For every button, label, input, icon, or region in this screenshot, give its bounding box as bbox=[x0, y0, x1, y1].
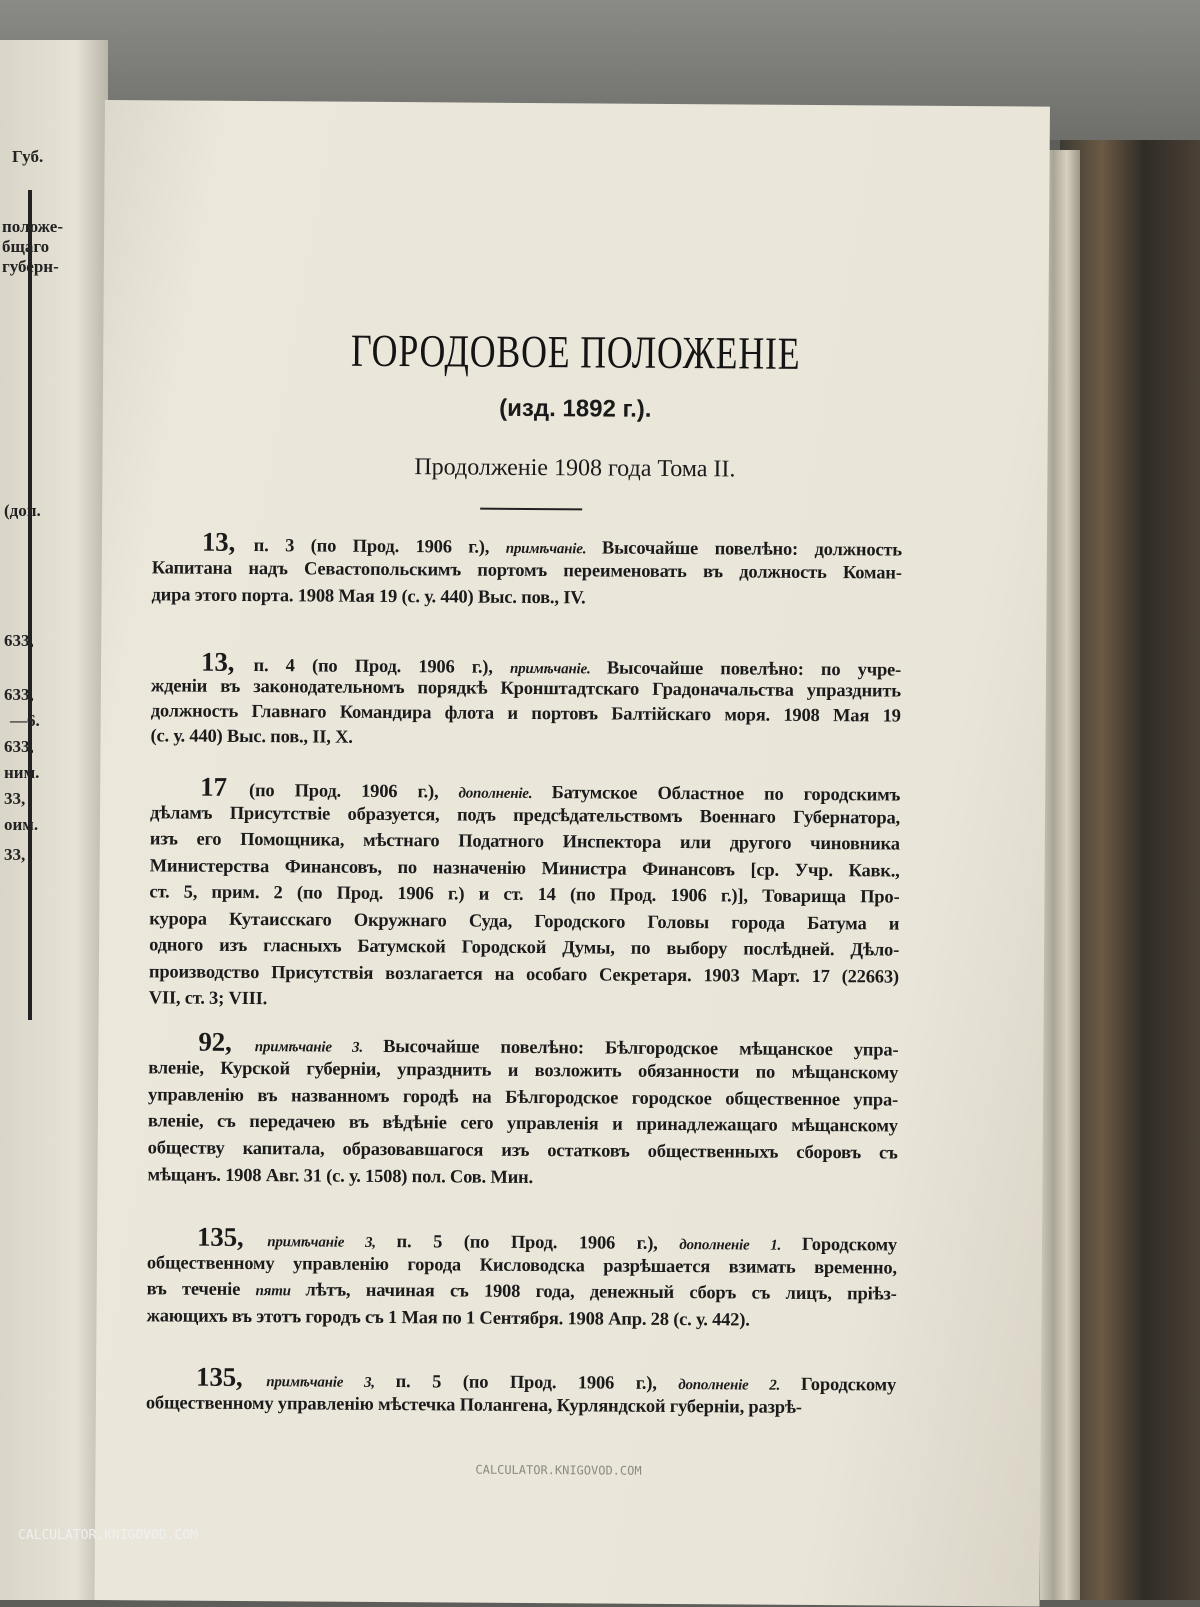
book-cover bbox=[1060, 140, 1200, 1600]
text-run: Высочайше повелѣно: Бѣлгородское мѣщанское упра- bbox=[383, 1036, 899, 1061]
text-line bbox=[152, 557, 902, 584]
page-title: ГОРОДОВОЕ ПОЛОЖЕНІЕ bbox=[350, 324, 801, 379]
left-page-fragment: положе- bbox=[2, 217, 63, 236]
text-run: лѣтъ, начиная съ 1908 года, денежный сборъ съ лицъ, пріѣз- bbox=[305, 1280, 897, 1305]
note-label: дополненіе 1. bbox=[679, 1237, 802, 1254]
left-page-fragment: губерн- bbox=[2, 257, 59, 276]
text-run: Высочайше повелѣно: по учре- bbox=[606, 658, 902, 681]
text-run: ст. 5, прим. 2 (по Прод. 1906 г.) и ст. 14 (по Прод. 1906 г.)], Товарища Про- bbox=[149, 882, 900, 908]
text-run: одного изъ гласныхъ Батумской Городской Думы, по выбору послѣдней. Дѣло- bbox=[149, 935, 900, 961]
text-run: общественному управленію мѣстечка Полангена, Курляндской губерніи, разрѣ- bbox=[145, 1393, 802, 1418]
text-run: Высочайше повелѣно: должность bbox=[601, 538, 902, 561]
text-run: должность Главнаго Командира флота и портовъ Балтійскаго моря. 1908 Мая 19 bbox=[150, 701, 901, 727]
left-page-rule bbox=[28, 190, 32, 1020]
text-line bbox=[149, 908, 899, 935]
text-run: п. 5 (по Прод. 1906 г.), bbox=[396, 1232, 680, 1255]
left-page bbox=[0, 40, 108, 1600]
text-line bbox=[201, 526, 902, 561]
text-line bbox=[147, 1252, 897, 1279]
note-label: дополненіе 2. bbox=[678, 1377, 801, 1394]
text-run: (по Прод. 1906 г.), bbox=[248, 781, 459, 803]
text-line bbox=[150, 855, 900, 882]
text-line bbox=[148, 1138, 898, 1165]
note-label: примѣчаніе. bbox=[509, 660, 607, 678]
text-line bbox=[149, 961, 899, 988]
continuation-heading: Продолженіе 1908 года Тома II. bbox=[414, 454, 736, 483]
article-number: 13, bbox=[201, 526, 254, 558]
text-run: изъ его Помощника, мѣстнаго Податного Инспектора или другого чиновника bbox=[149, 829, 900, 855]
text-run: управленію въ названномъ городѣ на Бѣлгородское городское общественное упра- bbox=[147, 1084, 899, 1111]
text-line bbox=[149, 987, 899, 1014]
text-line bbox=[146, 1392, 896, 1419]
text-line bbox=[149, 881, 899, 908]
text-line bbox=[151, 700, 901, 727]
text-line bbox=[151, 675, 901, 702]
left-page-fragment: Губ. bbox=[12, 147, 44, 166]
left-page-fragment: 633, bbox=[4, 737, 34, 756]
text-line bbox=[147, 1164, 897, 1191]
left-page-fragment: бщаго bbox=[2, 237, 50, 256]
text-run: мѣщанъ. 1908 Авг. 31 (с. у. 1508) пол. Сов. Мин. bbox=[147, 1165, 534, 1189]
text-run: вленіе, съ передачею въ вѣдѣніе сего управленія и принадлежащаго мѣщанскому bbox=[147, 1111, 898, 1137]
text-line bbox=[196, 1221, 898, 1256]
text-run: Городскому bbox=[801, 1234, 898, 1256]
article-number: 135, bbox=[195, 1361, 267, 1393]
text-line bbox=[198, 1026, 899, 1061]
left-page-fragment: ним. bbox=[4, 763, 40, 782]
text-run: VII, ст. 3; VIII. bbox=[148, 988, 268, 1010]
article-number: 92, bbox=[198, 1026, 255, 1058]
note-label: пяти bbox=[255, 1283, 306, 1300]
text-line bbox=[200, 646, 902, 681]
left-page-fragment: (доп. bbox=[4, 501, 41, 520]
text-line bbox=[150, 725, 900, 752]
text-run: Батумское Областное по городскимъ bbox=[551, 783, 901, 806]
text-line bbox=[150, 802, 900, 829]
left-page-fragment: —6. bbox=[10, 711, 40, 730]
text-line bbox=[200, 771, 901, 806]
text-run: дѣламъ Присутствіе образуется, подъ предсѣдательствомъ Военнаго Губернатора, bbox=[149, 802, 901, 829]
text-run: (с. у. 440) Выс. пов., II, X. bbox=[150, 726, 353, 748]
left-page-fragment: 33, bbox=[4, 789, 26, 808]
note-label: примѣчаніе 3, bbox=[267, 1234, 397, 1252]
text-run: дира этого порта. 1908 Мая 19 (с. у. 440) Выс. пов., IV. bbox=[151, 585, 586, 609]
text-line bbox=[148, 1084, 898, 1111]
left-page-fragment: оим. bbox=[4, 815, 39, 834]
edition-subtitle: (изд. 1892 г.). bbox=[499, 394, 652, 423]
text-run: п. 3 (по Прод. 1906 г.), bbox=[253, 536, 506, 558]
text-run: Капитана надъ Севастопольскимъ портомъ переименовать въ должность Коман- bbox=[151, 558, 902, 584]
text-line bbox=[150, 828, 900, 855]
text-run: общественному управленію города Кисловодска разрѣшается взимать временно, bbox=[146, 1252, 897, 1279]
text-run: вленіе, Курской губерніи, упразднить и возложить обязанности по мѣщанскому bbox=[148, 1058, 899, 1084]
note-label: примѣчаніе. bbox=[505, 540, 603, 558]
note-label: дополненіе. bbox=[458, 785, 552, 803]
article-number: 13, bbox=[200, 646, 254, 678]
text-line bbox=[195, 1361, 897, 1396]
left-page-fragment: 33, bbox=[4, 845, 26, 864]
text-line bbox=[149, 934, 899, 961]
left-page-fragment: 633, bbox=[4, 685, 34, 704]
left-page-fragment: 633, bbox=[4, 631, 34, 650]
article-number: 135, bbox=[196, 1221, 268, 1253]
text-run: жденіи въ законодательномъ порядкѣ Кронштадтскаго Градоначальства упразднить bbox=[150, 676, 901, 702]
text-line bbox=[148, 1057, 898, 1084]
site-watermark: CALCULATOR.KNIGOVOD.COM bbox=[18, 1528, 199, 1543]
text-run: въ теченіе bbox=[146, 1279, 256, 1301]
watermark: CALCULATOR.KNIGOVOD.COM bbox=[475, 1462, 642, 1478]
text-line bbox=[151, 584, 901, 611]
text-line bbox=[148, 1111, 898, 1138]
text-run: производство Присутствія возлагается на особаго Секретаря. 1903 Март. 17 (22663) bbox=[148, 961, 899, 988]
note-label: примѣчаніе 3. bbox=[254, 1039, 384, 1056]
right-page bbox=[95, 100, 1050, 1607]
text-run: Министерства Финансовъ, по назначенію Министра Финансовъ [ср. Учр. Кавк., bbox=[149, 855, 900, 882]
article-number: 17 bbox=[200, 771, 250, 803]
divider bbox=[480, 508, 582, 511]
text-run: курора Кутаисскаго Окружнаго Суда, Городского Головы города Батума и bbox=[149, 908, 900, 935]
text-run: обществу капитала, образовавшагося изъ остатковъ общественныхъ сборовъ съ bbox=[147, 1138, 898, 1164]
text-line bbox=[146, 1305, 896, 1332]
text-run: п. 5 (по Прод. 1906 г.), bbox=[395, 1372, 679, 1395]
text-run: жающихъ въ этотъ городъ съ 1 Мая по 1 Сентября. 1908 Апр. 28 (с. у. 442). bbox=[146, 1305, 750, 1331]
text-run: Городскому bbox=[800, 1374, 897, 1396]
text-run: п. 4 (по Прод. 1906 г.), bbox=[253, 656, 511, 678]
text-line bbox=[147, 1278, 897, 1305]
note-label: примѣчаніе 3, bbox=[266, 1374, 396, 1392]
